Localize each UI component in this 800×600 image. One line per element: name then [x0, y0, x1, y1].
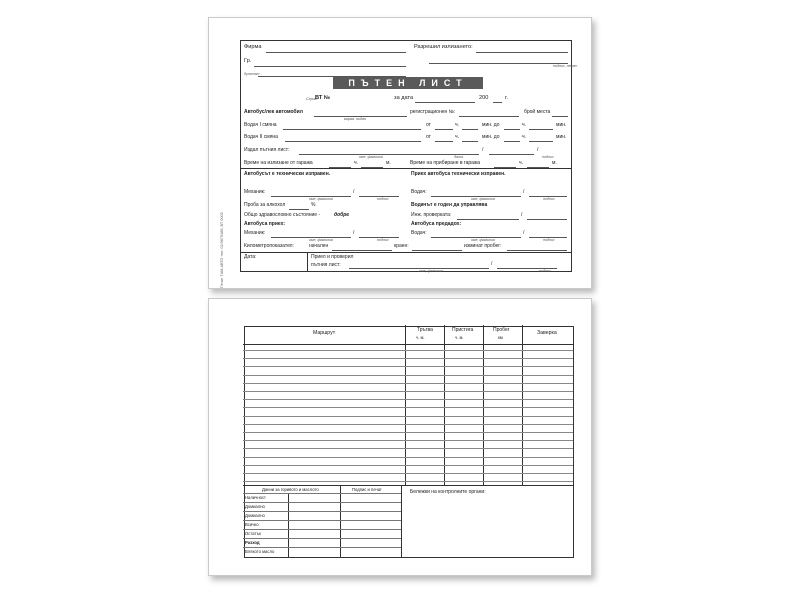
route-row[interactable]: [243, 383, 573, 384]
kraen-line: [412, 250, 462, 251]
gr-label: Гр.: [244, 58, 252, 64]
route-row[interactable]: [243, 375, 573, 376]
vodach1-do-line: [504, 129, 520, 130]
vreme-izl-label: Време на излизане от гаража: [244, 160, 313, 166]
route-row[interactable]: [243, 481, 573, 482]
inzh-line: [457, 219, 519, 220]
tech-ok-label: Автобусът е технически изправен.: [244, 171, 331, 177]
mehanik2-slash: /: [353, 230, 355, 236]
fuel-oil-header: Данни за горивото и маслото: [262, 487, 319, 492]
priem-tech-label: Приех автобуса технически изправен.: [411, 171, 506, 177]
fuel-row-line: [243, 529, 401, 530]
fuel-row-label: Домиално: [245, 512, 265, 518]
dobre-value: добре: [334, 212, 350, 218]
vodach-a-label: Водач:: [411, 189, 427, 195]
date-row-divider: [240, 252, 572, 253]
fuel-row-line: [243, 511, 401, 512]
col-divider-4: [522, 325, 523, 485]
nachalen-line: [332, 250, 392, 251]
marshrut-header: Маршрут: [313, 330, 336, 336]
trygva-ch-m: ч. м.: [416, 335, 425, 340]
vodach-b-podpis-hint: подпис: [543, 238, 555, 242]
mehanik1-label: Механик:: [244, 189, 266, 195]
vodach1-min: мин.: [556, 122, 567, 128]
vodach1-ot-line: [435, 129, 453, 130]
route-row[interactable]: [243, 407, 573, 408]
za-data-line: [415, 102, 475, 103]
vodach-a-podpis-hint: подпис: [543, 197, 555, 201]
izdal-podpis-line: [489, 154, 534, 155]
signature-stamp-header: Подпис и печат: [352, 487, 382, 492]
route-row[interactable]: [243, 424, 573, 425]
izdal-label: Издал пътния лист:: [244, 147, 290, 153]
g-label: г.: [505, 95, 508, 101]
waybill-front-sheet: [208, 17, 592, 289]
priel-label: Приел и проверил: [311, 254, 354, 260]
printer-side-text: Печат ТАМ АВТО тел. 02/9879488, ВТ 0000: [220, 212, 224, 288]
firma-line: [266, 52, 406, 53]
vt-number-label: ВТ №: [315, 95, 331, 101]
data-label: Дата:: [244, 254, 257, 260]
mehanik2-podpis-hint: подпис: [377, 238, 389, 242]
izdal-line: [299, 154, 479, 155]
year-line: [493, 102, 502, 103]
priel-podpis-hint: подпис: [539, 269, 551, 273]
izdal-data-hint: дата: [454, 155, 463, 159]
razreshil-line: [476, 52, 568, 53]
proba-percent: %: [311, 202, 316, 208]
fuel-row-line: [243, 520, 401, 521]
mehanik2-ime-hint: име, фамилия: [309, 238, 333, 242]
fuel-row-line: [243, 538, 401, 539]
km-label: Километропоказател:: [244, 243, 294, 249]
vodach1-line: [283, 129, 421, 130]
fuel-row-label: Остатък: [245, 530, 261, 536]
fuel-row-line: [243, 493, 401, 494]
fuel-row-label: Домиално: [245, 503, 265, 509]
gr-line: [254, 66, 406, 67]
vreme-prib-label: Време на прибиране в гаража: [410, 160, 481, 166]
firma-label: Фирма: [244, 44, 262, 50]
route-row[interactable]: [243, 432, 573, 433]
col-divider-2: [444, 325, 445, 485]
route-row[interactable]: [243, 350, 573, 351]
vreme-prib-m: м.: [552, 160, 557, 166]
vodach2-ot-line: [435, 141, 453, 142]
route-row[interactable]: [243, 448, 573, 449]
seria-label: Серия: [306, 97, 317, 101]
vodach1-ch2: ч.: [522, 122, 526, 128]
vodach2-min-line: [529, 141, 553, 142]
route-row[interactable]: [243, 399, 573, 400]
trygva-header: Тръгва: [417, 327, 433, 333]
priel-slash: /: [491, 261, 493, 267]
vodach2-min: мин.: [556, 134, 567, 140]
fuel-row-line: [243, 502, 401, 503]
notes-label: Бележки на контролните органи:: [410, 489, 486, 495]
broi-mesta-label: брой места: [524, 109, 551, 115]
vodach1-label: Водач I смяна: [244, 122, 277, 128]
zaverka-header: Заверка: [537, 330, 557, 336]
razreshil-label: Разрешил излизането:: [414, 44, 473, 50]
vodach1-min-do: мин. до: [482, 122, 500, 128]
front-divider: [240, 168, 572, 169]
podpis-pechat-hint: подпис, печат: [553, 64, 578, 68]
inzh-podpis-line: [527, 219, 567, 220]
za-data-label: за дата: [394, 95, 414, 101]
waybill-title: ПЪТЕН ЛИСТ: [333, 77, 483, 89]
vodach1-min-line: [529, 129, 553, 130]
probeg-km: км: [498, 335, 503, 340]
priel-ime-hint: име, фамилия: [419, 269, 443, 273]
registracionen-label: регистрационен №:: [410, 109, 456, 115]
year-label: 200: [479, 95, 489, 101]
route-row[interactable]: [243, 457, 573, 458]
vodach2-ot: от: [426, 134, 431, 140]
vreme-izl-m: м.: [386, 160, 391, 166]
avtobusa-priem-label: Автобуса приех:: [244, 221, 286, 227]
fuel-row-label: Всичко: [245, 521, 259, 527]
izdal-ime-hint: име, фамилия: [359, 155, 383, 159]
proba-label: Проба за алкохол: [244, 202, 286, 208]
fuel-row-label: Вляхото масло: [245, 548, 275, 554]
vodach-b-label: Водач:: [411, 230, 427, 236]
vodach2-line: [285, 141, 421, 142]
waybill-back-sheet: [208, 298, 592, 576]
vodach2-label: Водач II смяна: [244, 134, 278, 140]
fuel-row-line: [243, 547, 401, 548]
vodach2-min-do: мин. до: [482, 134, 500, 140]
fuel-row-label: Разход: [245, 539, 260, 545]
notes-divider: [401, 485, 402, 557]
vreme-izl-ch: ч.: [354, 160, 358, 166]
registracionen-line: [459, 116, 519, 117]
vreme-prib-ch: ч.: [519, 160, 523, 166]
inzh-slash: /: [521, 212, 523, 218]
patnia-label: пътния лист:: [311, 262, 341, 268]
route-row[interactable]: [243, 465, 573, 466]
obshto-label: Общо здравословно състояние -: [244, 212, 321, 218]
bottom-section-divider: [243, 485, 573, 486]
col-divider-3: [483, 325, 484, 485]
route-row[interactable]: [243, 440, 573, 441]
kraen-label: краен:: [394, 243, 409, 249]
razreshil-line-2: [429, 63, 568, 64]
marka-vid-hint: марка, видан: [344, 117, 366, 121]
mehanik1-podpis-hint: подпис: [377, 197, 389, 201]
pristiga-ch-m: ч. м.: [455, 335, 464, 340]
iz-probeg-line: [507, 250, 567, 251]
vodach2-ch2: ч.: [522, 134, 526, 140]
iz-probeg-label: изминат пробег:: [464, 243, 502, 249]
inzh-label: Инж. проверката:: [411, 212, 452, 218]
vodach1-ch: ч.: [455, 122, 459, 128]
fuel-row-label: Наличност: [245, 494, 266, 500]
vodach-b-ime-hint: име, фамилия: [471, 238, 495, 242]
vodach-a-ime-hint: име, фамилия: [471, 197, 495, 201]
pristiga-header: Пристига: [452, 327, 474, 333]
avtobus-lek-label: Автобус/лек автомобил: [244, 109, 303, 115]
route-row[interactable]: [243, 473, 573, 474]
vodach2-do-line: [504, 141, 520, 142]
mehanik1-slash: /: [353, 189, 355, 195]
nachalen-label: начален: [309, 243, 329, 249]
vodach2-ch: ч.: [455, 134, 459, 140]
vodach1-ch-line: [462, 129, 478, 130]
route-row[interactable]: [243, 366, 573, 367]
vodach-a-slash: /: [523, 189, 525, 195]
route-row[interactable]: [243, 358, 573, 359]
goden-label: Водачът е годен да управлява: [411, 202, 488, 208]
header-divider: [243, 344, 573, 345]
proba-line: [289, 209, 309, 210]
vodach-b-slash: /: [523, 230, 525, 236]
mehanik2-label: Механик:: [244, 230, 266, 236]
route-row[interactable]: [243, 391, 573, 392]
izdal-slash: /: [482, 147, 484, 153]
route-table-frame: [244, 326, 574, 558]
izdal-podpis-hint: подпис: [542, 155, 554, 159]
vodach1-ot: от: [426, 122, 431, 128]
probeg-header: Пробег: [493, 327, 510, 333]
col-divider-1: [405, 325, 406, 485]
izdal-slash2: /: [537, 147, 539, 153]
vodach2-ch-line: [462, 141, 478, 142]
bulstat-label: булстат: [244, 72, 260, 76]
broi-mesta-line: [552, 116, 568, 117]
mehanik1-ime-hint: име, фамилия: [309, 197, 333, 201]
avtobusa-predadoh-label: Автобуса предадох:: [411, 221, 462, 227]
route-row[interactable]: [243, 416, 573, 417]
date-col-divider: [307, 252, 308, 272]
